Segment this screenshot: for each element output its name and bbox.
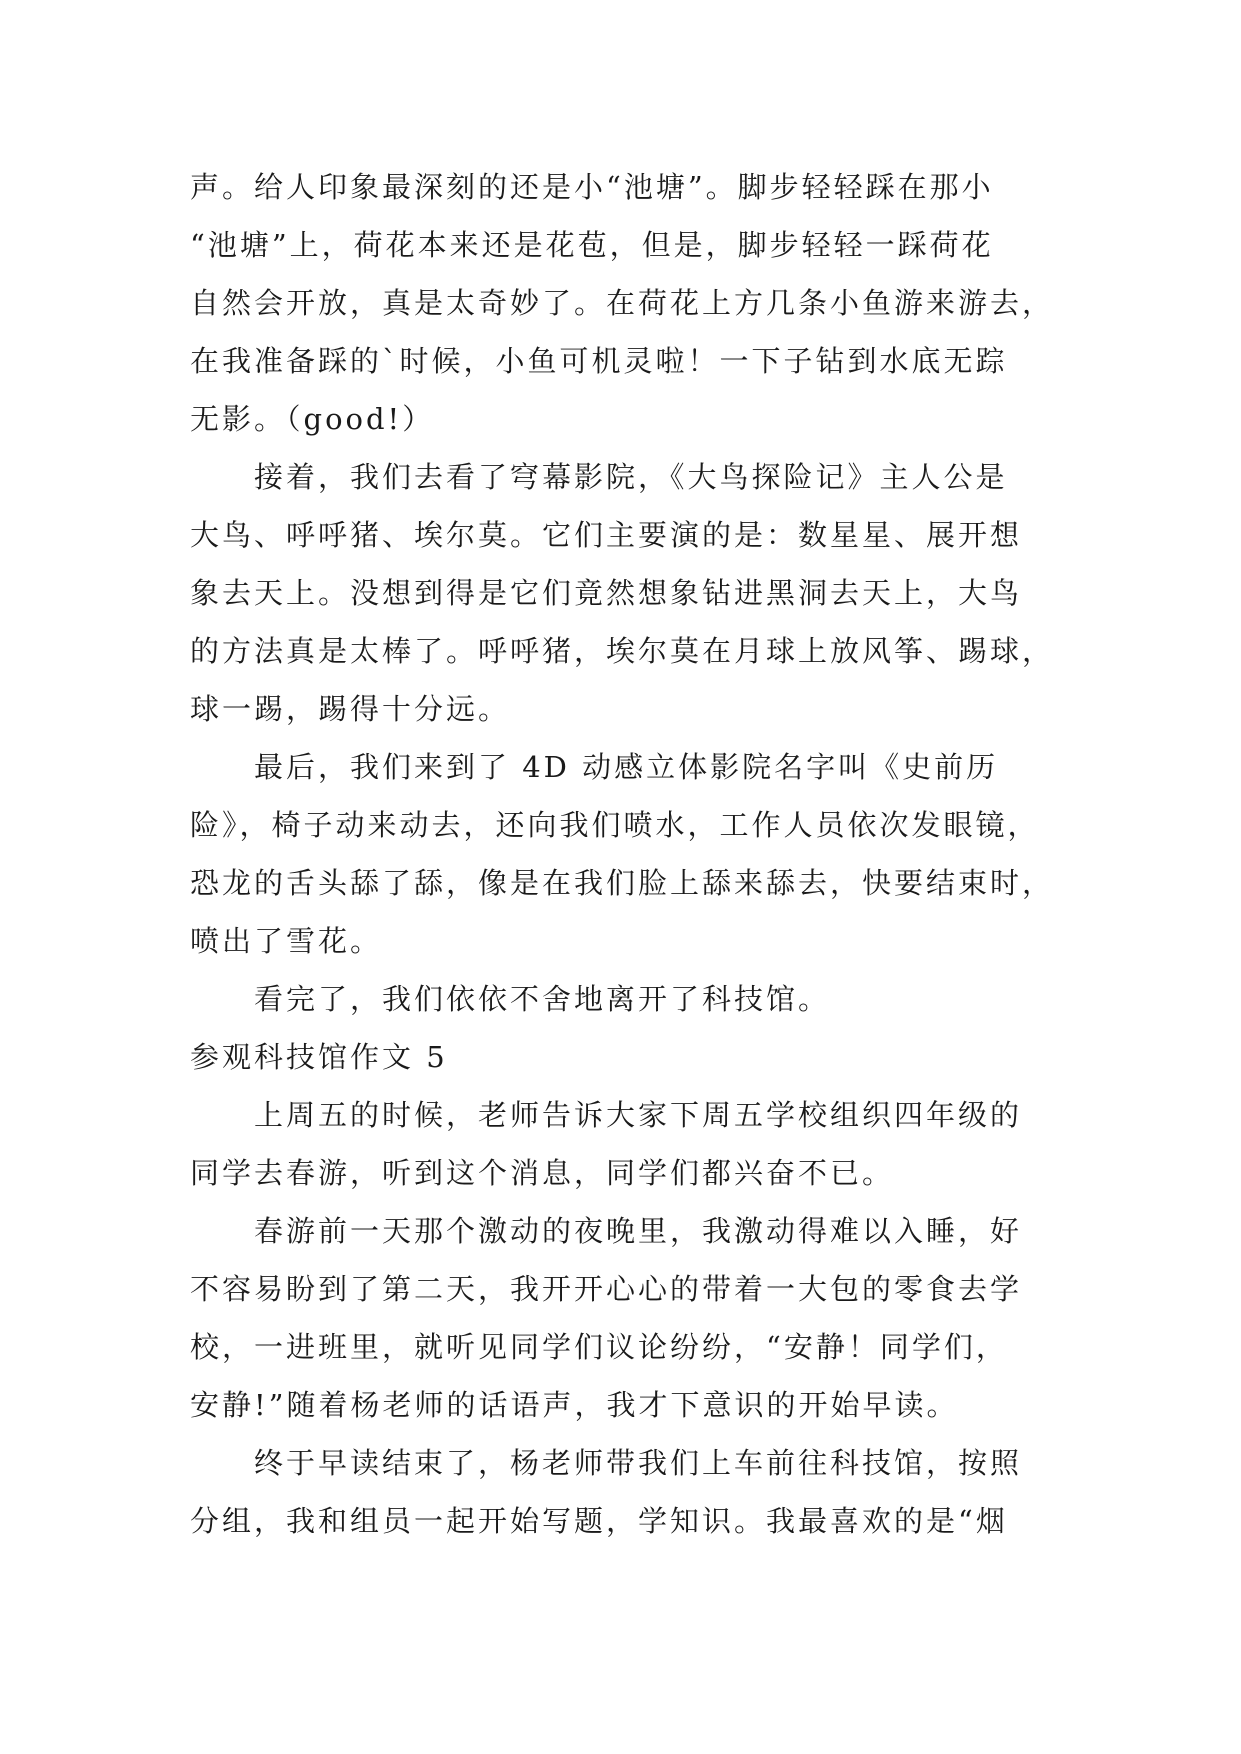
text-line: 参观科技馆作文 5 [190,1040,448,1074]
text-line: 的方法真是太棒了。呼呼猪，埃尔莫在月球上放风筝、踢球， [190,634,1055,668]
text-line: 不容易盼到了第二天，我开开心心的带着一大包的零食去学 [190,1272,1023,1306]
text-line: 险》，椅子动来动去，还向我们喷水，工作人员依次发眼镜， [190,808,1040,842]
paragraph-start-line: 终于早读结束了，杨老师带我们上车前往科技馆，按照 [254,1446,1023,1480]
text-line: 自然会开放，真是太奇妙了。在荷花上方几条小鱼游来游去， [190,286,1055,320]
text-line: 大鸟、呼呼猪、埃尔莫。它们主要演的是：数星星、展开想 [190,518,1023,552]
text-line: 恐龙的舌头舔了舔，像是在我们脸上舔来舔去，快要结束时， [190,866,1055,900]
paragraph-start-line: 看完了，我们依依不舍地离开了科技馆。 [254,982,831,1016]
text-line: 分组，我和组员一起开始写题，学知识。我最喜欢的是“烟 [190,1504,1008,1538]
paragraph-start-line: 春游前一天那个激动的夜晚里，我激动得难以入睡，好 [254,1214,1023,1248]
text-line: 安静!”随着杨老师的话语声，我才下意识的开始早读。 [190,1388,959,1422]
text-line: 校，一进班里，就听见同学们议论纷纷，“安静！同学们， [190,1330,1008,1364]
text-line: 同学去春游，听到这个消息，同学们都兴奋不已。 [190,1156,895,1190]
paragraph-start-line: 最后，我们来到了 4D 动感立体影院名字叫《史前历 [254,750,999,784]
text-line: 无影。（good!） [190,402,435,436]
text-line: 球一踢，踢得十分远。 [190,692,511,726]
text-line: 在我准备踩的`时候，小鱼可机灵啦！一下子钻到水底无踪 [190,344,1008,378]
document-body [190,158,1060,1550]
text-line: 声。给人印象最深刻的还是小“池塘”。脚步轻轻踩在那小 [190,170,994,204]
text-line: “池塘”上，荷花本来还是花苞，但是，脚步轻轻一踩荷花 [190,228,994,262]
paragraph-start-line: 上周五的时候，老师告诉大家下周五学校组织四年级的 [254,1098,1023,1132]
text-line: 喷出了雪花。 [190,924,383,958]
paragraph-start-line: 接着，我们去看了穹幕影院，《大鸟探险记》主人公是 [254,460,1008,494]
text-line: 象去天上。没想到得是它们竟然想象钻进黑洞去天上，大鸟 [190,576,1023,610]
